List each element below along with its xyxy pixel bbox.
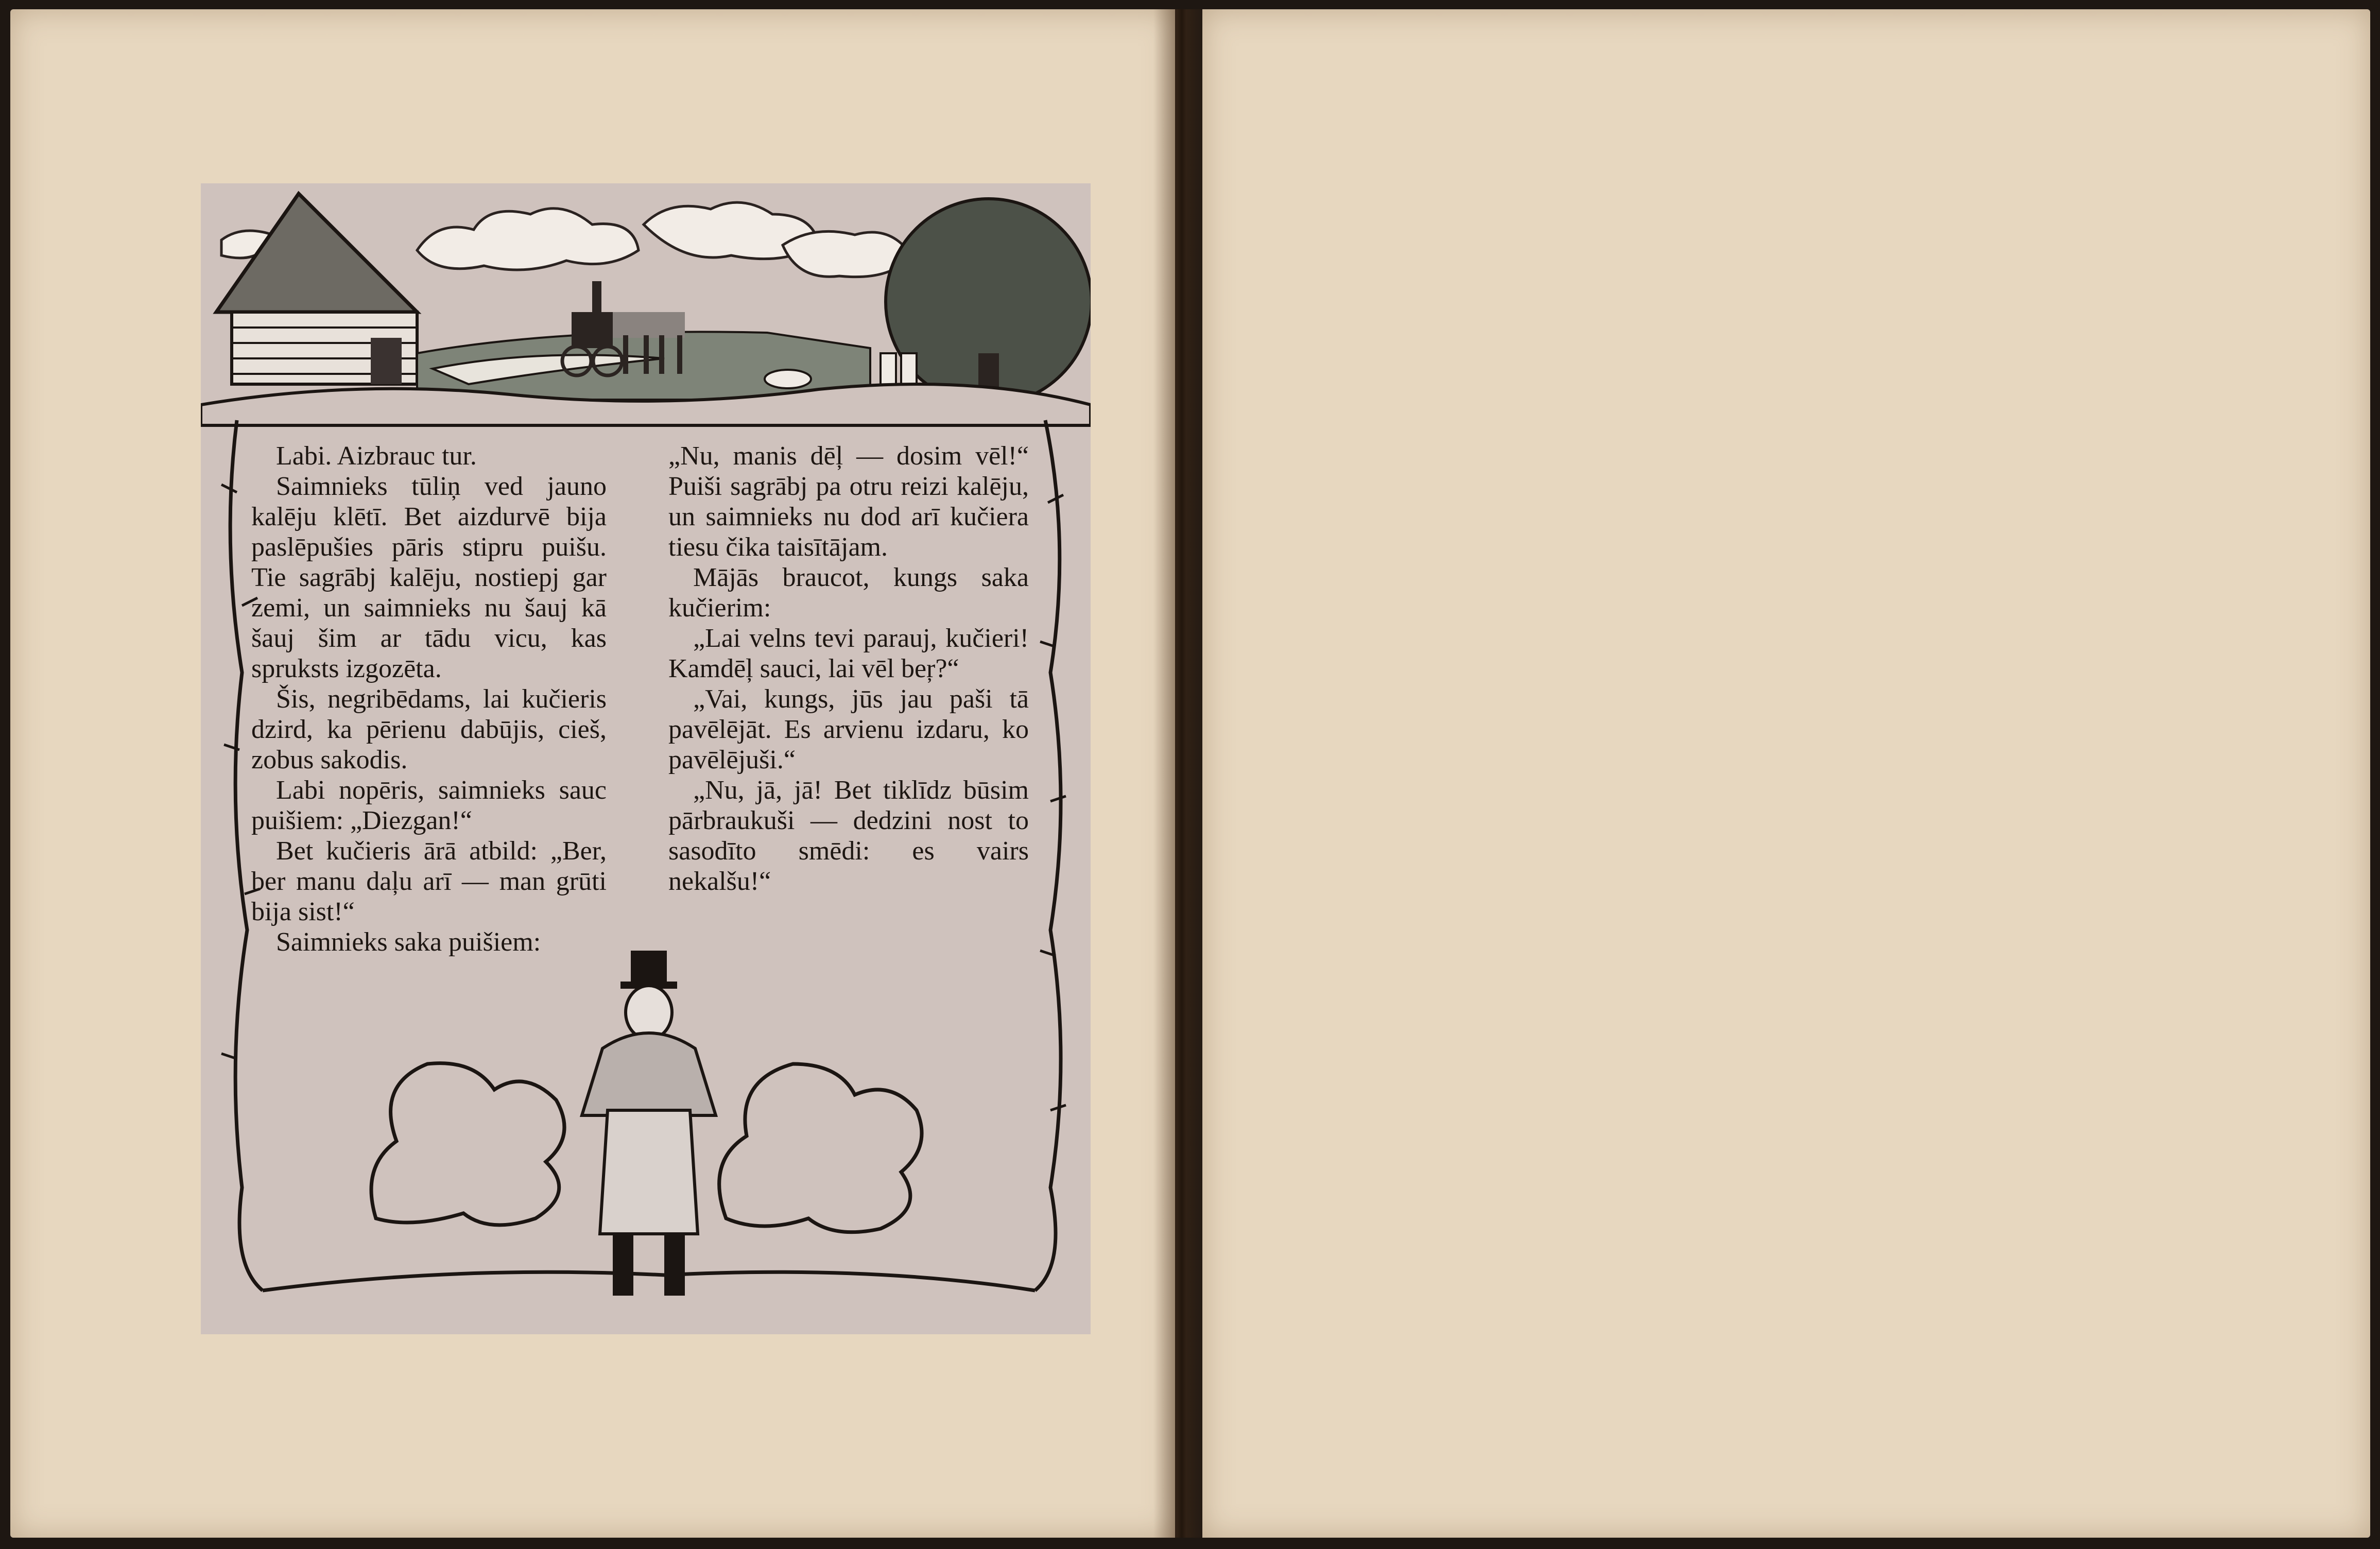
gentleman-illustration [582, 951, 716, 1296]
left-illustrated-plate [201, 183, 1091, 1334]
left-page [10, 9, 1175, 1538]
left-text-column-2 [668, 441, 1029, 897]
paragraph: „Lai velns tevi parauj, kučieri! Kamdēļ sauci, lai vēl beŗ?“ [668, 624, 1029, 683]
paragraph: Bet kučieris ārā atbild: „Ber, ber manu daļu arī — man grūti bija sist!“ [251, 836, 607, 926]
paragraph: Saimnieks saka puišiem: [276, 927, 541, 957]
paragraph: Mājās braucot, kungs saka kučierim: [668, 563, 1029, 623]
right-page [1202, 9, 2370, 1538]
paragraph: „Vai, kungs, jūs jau paši tā pavēlējāt. Es arvienu izdaru, ko pavēlējuši.“ [668, 684, 1029, 774]
book-gutter [1153, 9, 1210, 1538]
paragraph: „Nu, manis dēļ — dosim vēl!“ Puiši sagrābj pa otru reizi kalēju, un saimnieks nu dod arī kučiera tiesu čika taisītājam. [668, 441, 1029, 562]
paragraph: Saimnieks tūliņ ved jauno kalēju klētī. Bet aizdurvē bija paslēpušies pāris stipru puišu. Tie sagrābj kalēju, nostiepj gar zemi, un saimnieks nu šauj kā šauj šim ar tādu vicu, kas spruksts izgozēta. [251, 472, 607, 683]
left-text-column-1 [251, 441, 607, 957]
paragraph: Labi. Aizbrauc tur. [276, 441, 477, 471]
paragraph: Labi nopēris, saimnieks sauc puišiem: „Diezgan!“ [251, 776, 607, 835]
paragraph: „Nu, jā, jā! Bet tiklīdz būsim pārbraukuši — dedzini nost to sasodīto smēdi: es vairs nekalšu!“ [668, 776, 1029, 896]
paragraph: Šis, negribēdams, lai kučieris dzird, ka pērienu dabūjis, cieš, zobus sakodis. [251, 684, 607, 774]
